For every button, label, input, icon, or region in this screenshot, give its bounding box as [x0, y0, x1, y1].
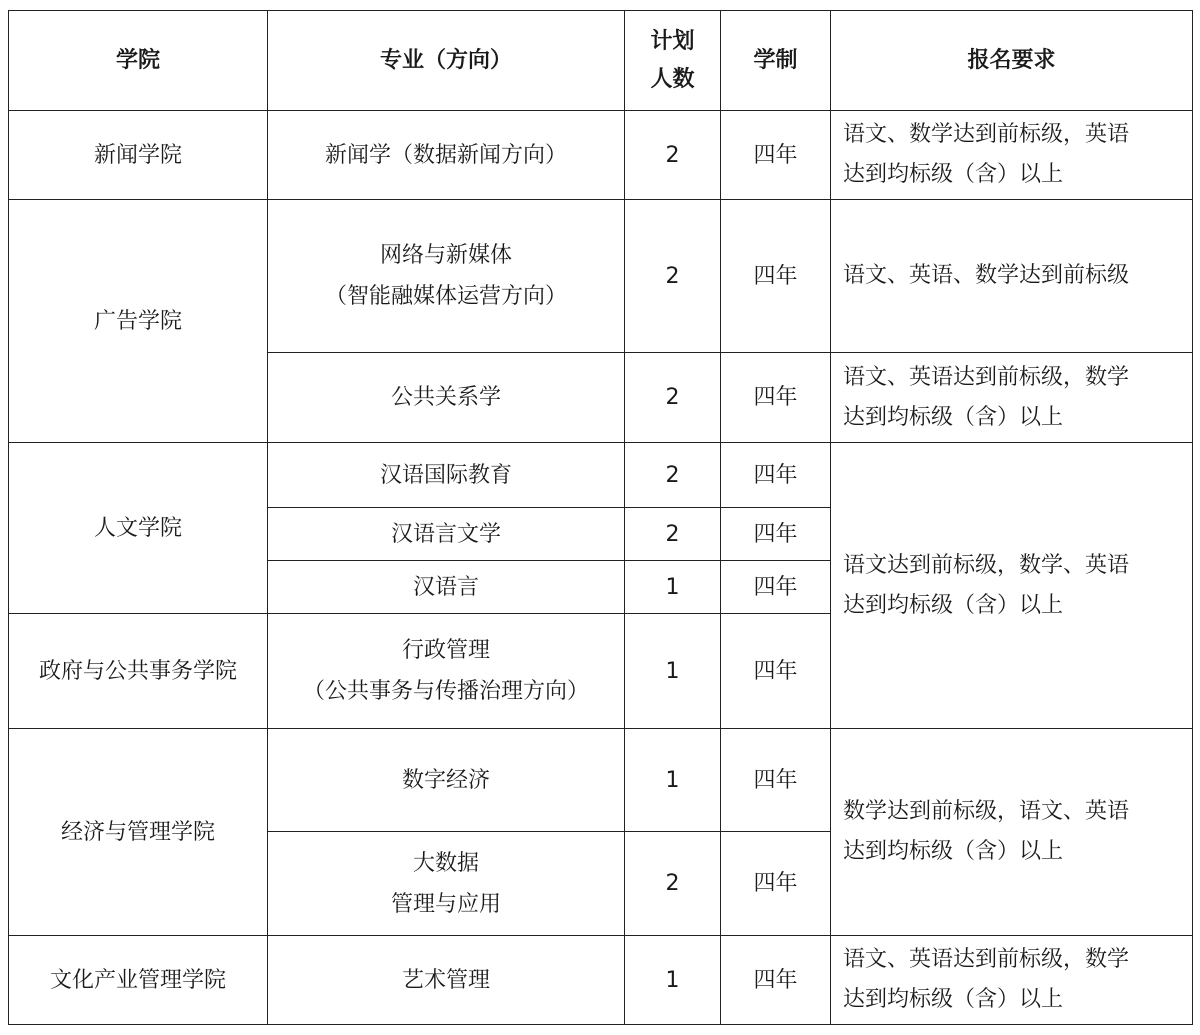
requirement-line: 达到均标级（含）以上 [843, 404, 1064, 430]
major-line: （智能融媒体运营方向） [324, 284, 567, 309]
college-cell: 文化产业管理学院 [9, 936, 268, 1025]
requirement-line: 语文、数学达到前标级，英语 [843, 122, 1130, 147]
major-cell: 汉语言 [268, 561, 625, 614]
requirement-cell: 语文、英语、数学达到前标级 [831, 200, 1193, 353]
duration-cell: 四年 [721, 443, 831, 508]
requirement-line: 语文、英语达到前标级，数学 [843, 364, 1130, 390]
requirement-cell [831, 936, 1193, 1025]
duration-cell: 四年 [721, 729, 831, 832]
major-cell: 艺术管理 [268, 936, 625, 1025]
major-line: 大数据 [412, 850, 479, 876]
requirement-line: 达到均标级（含）以上 [843, 987, 1064, 1012]
quota-cell: 1 [625, 729, 721, 832]
quota-cell: 1 [625, 561, 721, 614]
major-cell: 汉语言文学 [268, 508, 625, 561]
quota-cell: 2 [625, 111, 721, 200]
table-row [9, 936, 1193, 1025]
requirement-line: 达到均标级（含）以上 [843, 162, 1064, 187]
table-header-row [9, 11, 1193, 111]
table-row [9, 443, 1193, 508]
header-major: 专业（方向） [268, 11, 625, 111]
requirement-line: 达到均标级（含）以上 [843, 839, 1064, 864]
requirement-line: 达到均标级（含）以上 [843, 592, 1064, 618]
major-line: 网络与新媒体 [379, 243, 512, 268]
table-row [9, 729, 1193, 832]
quota-cell: 2 [625, 200, 721, 353]
header-duration: 学制 [721, 11, 831, 111]
college-cell: 经济与管理学院 [9, 729, 268, 936]
quota-cell: 2 [625, 443, 721, 508]
duration-cell: 四年 [721, 561, 831, 614]
quota-cell: 2 [625, 508, 721, 561]
enrollment-table-wrapper [8, 10, 1193, 1025]
requirement-line: 语文、英语达到前标级，数学 [843, 947, 1130, 972]
table-row [9, 111, 1193, 200]
requirement-cell [831, 443, 1193, 729]
table-row [9, 200, 1193, 353]
major-line: 管理与应用 [390, 891, 501, 917]
duration-cell: 四年 [721, 353, 831, 443]
major-cell: 公共关系学 [268, 353, 625, 443]
header-quota-line2: 人数 [650, 66, 695, 92]
college-cell: 广告学院 [9, 200, 268, 443]
header-quota-line1: 计划 [650, 28, 695, 54]
major-cell [268, 614, 625, 729]
requirement-cell [831, 111, 1193, 200]
duration-cell: 四年 [721, 832, 831, 936]
header-quota [625, 11, 721, 111]
duration-cell: 四年 [721, 200, 831, 353]
quota-cell: 1 [625, 614, 721, 729]
major-cell: 汉语国际教育 [268, 443, 625, 508]
duration-cell: 四年 [721, 508, 831, 561]
header-requirement: 报名要求 [831, 11, 1193, 111]
quota-cell: 2 [625, 353, 721, 443]
duration-cell: 四年 [721, 614, 831, 729]
college-cell: 人文学院 [9, 443, 268, 614]
major-cell: 数字经济 [268, 729, 625, 832]
major-cell: 新闻学（数据新闻方向） [268, 111, 625, 200]
college-cell: 新闻学院 [9, 111, 268, 200]
major-line: 行政管理 [401, 638, 490, 663]
college-cell: 政府与公共事务学院 [9, 614, 268, 729]
major-cell [268, 200, 625, 353]
duration-cell: 四年 [721, 111, 831, 200]
requirement-line: 数学达到前标级，语文、英语 [843, 799, 1130, 824]
enrollment-table [8, 10, 1193, 1025]
requirement-cell [831, 729, 1193, 936]
quota-cell: 2 [625, 832, 721, 936]
requirement-cell [831, 353, 1193, 443]
major-cell [268, 832, 625, 936]
requirement-line: 语文达到前标级，数学、英语 [843, 552, 1130, 578]
major-line: （公共事务与传播治理方向） [302, 679, 589, 704]
header-college: 学院 [9, 11, 268, 111]
quota-cell: 1 [625, 936, 721, 1025]
duration-cell: 四年 [721, 936, 831, 1025]
